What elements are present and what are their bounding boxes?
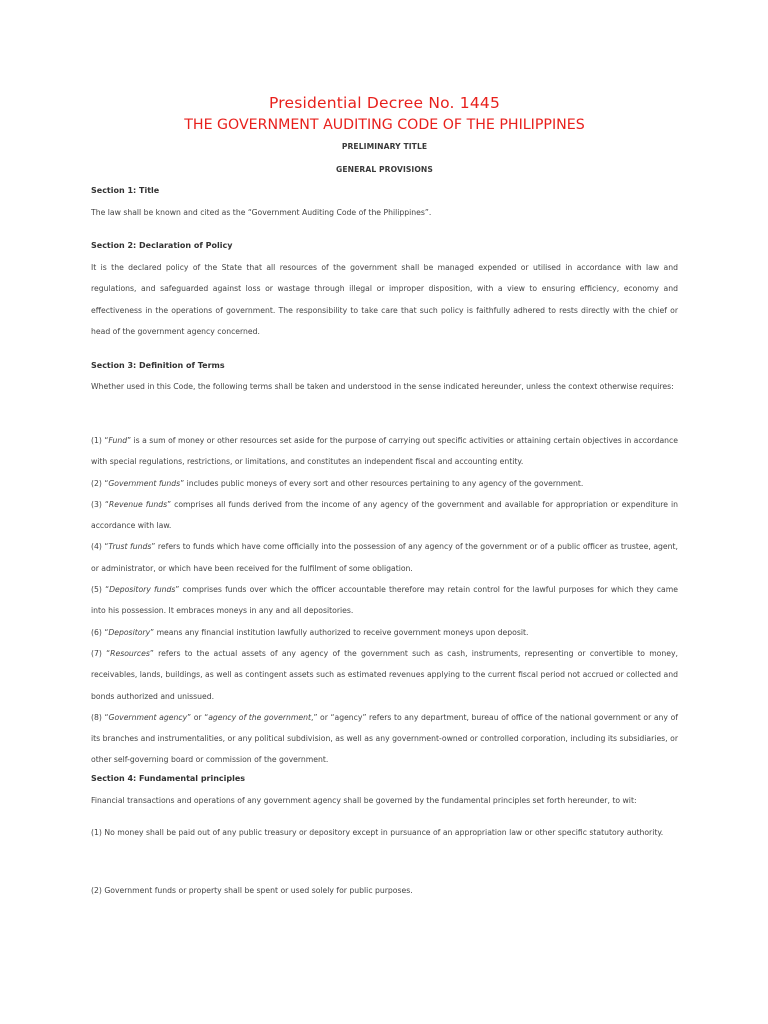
section-1-paragraph: The law shall be known and cited as the “Government Auditing Code of the Philippines”. (91, 208, 432, 217)
section-4-heading: Section 4: Fundamental principles (91, 774, 246, 783)
principle-item: (1) No money shall be paid out of any public treasury or depository except in pursuance of an appropriation law or other specific statutory authority. (91, 828, 664, 837)
definition-item: (4) “Trust funds” refers to funds which have come officially into the possession of any agency of the government or of a public officer as trustee, agent, or administrator, or which have been received for the fulfilment of some obligation. (91, 542, 678, 573)
section-1-text (91, 202, 678, 223)
definition-item: (3) “Revenue funds” comprises all funds derived from the income of any agency of the government and available for appropriation or expenditure in accordance with law. (91, 499, 678, 531)
section-2-heading: Section 2: Declaration of Policy (91, 241, 233, 250)
section-3-intro (91, 376, 678, 397)
document-title: Presidential Decree No. 1445 (268, 94, 501, 112)
definition-item: (5) “Depository funds” comprises funds over which the officer accountable therefore may retain control for the lawful purposes for which they came into his possession. It embraces moneys in any and all depositories. (91, 585, 678, 616)
document-subtitle: THE GOVERNMENT AUDITING CODE OF THE PHILIPPINES (184, 117, 585, 133)
definition-item: (7) “Resources” refers to the actual assets of any agency of the government such as cash, instruments, representing or convertible to money, receivables, lands, buildings, as well as contingent assets such as estimated revenues applying to the current fiscal period not accrued or collected and bonds authorized and unissued. (91, 648, 678, 701)
general-provisions-heading: GENERAL PROVISIONS (336, 165, 433, 174)
definition-item: (1) “Fund” is a sum of money or other resources set aside for the purpose of carrying out specific activities or attaining certain objectives in accordance with special regulations, restrictions, or limitations, and constitutes an independent fiscal and accounting entity. (91, 436, 678, 467)
section-3-definitions (91, 430, 678, 771)
section-3-heading: Section 3: Definition of Terms (91, 361, 225, 370)
section-2-text (91, 257, 678, 342)
section-4-principle-1 (91, 822, 678, 843)
section-4-principle-2 (91, 880, 678, 901)
section-2-paragraph: It is the declared policy of the State that all resources of the government shall be managed expended or utilised in accordance with law and regulations, and safeguarded against loss or wastage through illegal or improper disposition, with a view to ensuring efficiency, economy and effectiveness in the operations of government. The responsibility to take care that such policy is faithfully adhered to rests directly with the chief or head of the government agency concerned. (91, 263, 678, 336)
definition-item: (8) “Government agency” or “agency of the government,” or “agency” refers to any department, bureau of office of the national government or any of its branches and instrumentalities, or any political subdivision, as well as any government-owned or controlled corporation, including its subsidiaries, or other self-governing board or commission of the government. (91, 712, 678, 765)
section-1-heading: Section 1: Title (91, 186, 160, 195)
section-3-intro-paragraph: Whether used in this Code, the following terms shall be taken and understood in the sense indicated hereunder, unless the context otherwise requires: (91, 382, 674, 391)
preliminary-title-heading: PRELIMINARY TITLE (341, 142, 428, 151)
principle-item: (2) Government funds or property shall be spent or used solely for public purposes. (91, 886, 413, 895)
section-4-intro (91, 790, 678, 811)
definition-item: (2) “Government funds” includes public moneys of every sort and other resources pertaining to any agency of the government. (91, 478, 584, 488)
section-4-intro-paragraph: Financial transactions and operations of any government agency shall be governed by the fundamental principles set forth hereunder, to wit: (91, 796, 637, 805)
definition-item: (6) “Depository” means any financial institution lawfully authorized to receive government moneys upon deposit. (91, 627, 529, 637)
